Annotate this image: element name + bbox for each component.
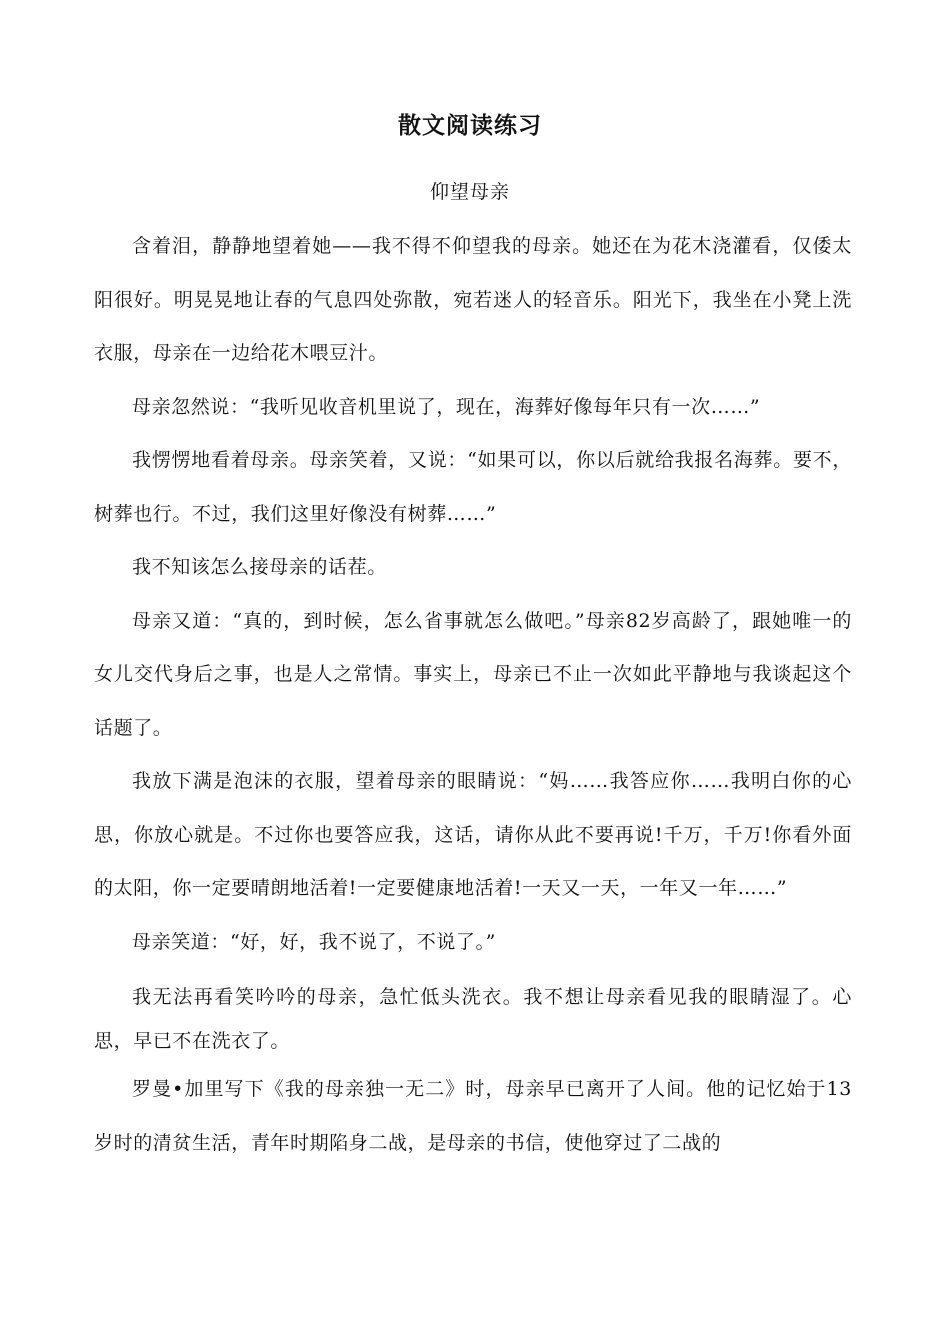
paragraph: 母亲忽然说：“我听见收音机里说了，现在，海葬好像每年只有一次……”	[132, 395, 761, 418]
paragraph: 我不知该怎么接母亲的话茬。	[132, 556, 387, 578]
essay-body	[94, 220, 852, 1170]
essay-title: 仰望母亲	[429, 181, 510, 203]
paragraph: 含着泪，静静地望着她——我不得不仰望我的母亲。她还在为花木浇灌看，仅倭太阳很好。明晃晃地让春的气息四处弥散，宛若迷人的轻音乐。阳光下，我坐在小凳上洗衣服，母亲在一边给花木喂豆汁。	[94, 235, 852, 364]
paragraph: 我放下满是泡沫的衣服，望着母亲的眼睛说：“妈……我答应你……我明白你的心思，你放心就是。不过你也要答应我，这话，请你从此不要再说!千万，千万!你看外面的太阳，你一定要晴朗地活着!一定要健康地活着!一天又一天，一年又一年……”	[94, 770, 852, 899]
paragraph: 母亲笑道：“好，好，我不说了，不说了。”	[132, 930, 496, 953]
paragraph: 我无法再看笑吟吟的母亲，急忙低头洗衣。我不想让母亲看见我的眼睛湿了。心思，早已不在洗衣了。	[94, 986, 852, 1052]
paragraph: 我愣愣地看着母亲。母亲笑着，又说：“如果可以，你以后就给我报名海葬。要不，树葬也行。不过，我们这里好像没有树葬……”	[94, 449, 852, 525]
paragraph: 母亲又道：“真的，到时候，怎么省事就怎么做吧。”母亲82岁高龄了，跟她唯一的女儿交代身后之事，也是人之常情。事实上，母亲已不止一次如此平静地与我谈起这个话题了。	[94, 609, 852, 739]
document-title: 散文阅读练习	[398, 113, 542, 139]
paragraph: 罗曼•加里写下《我的母亲独一无二》时，母亲早已离开了人间。他的记忆始于13岁时的清贫生活，青年时期陷身二战，是母亲的书信，使他穿过了二战的	[94, 1078, 852, 1154]
